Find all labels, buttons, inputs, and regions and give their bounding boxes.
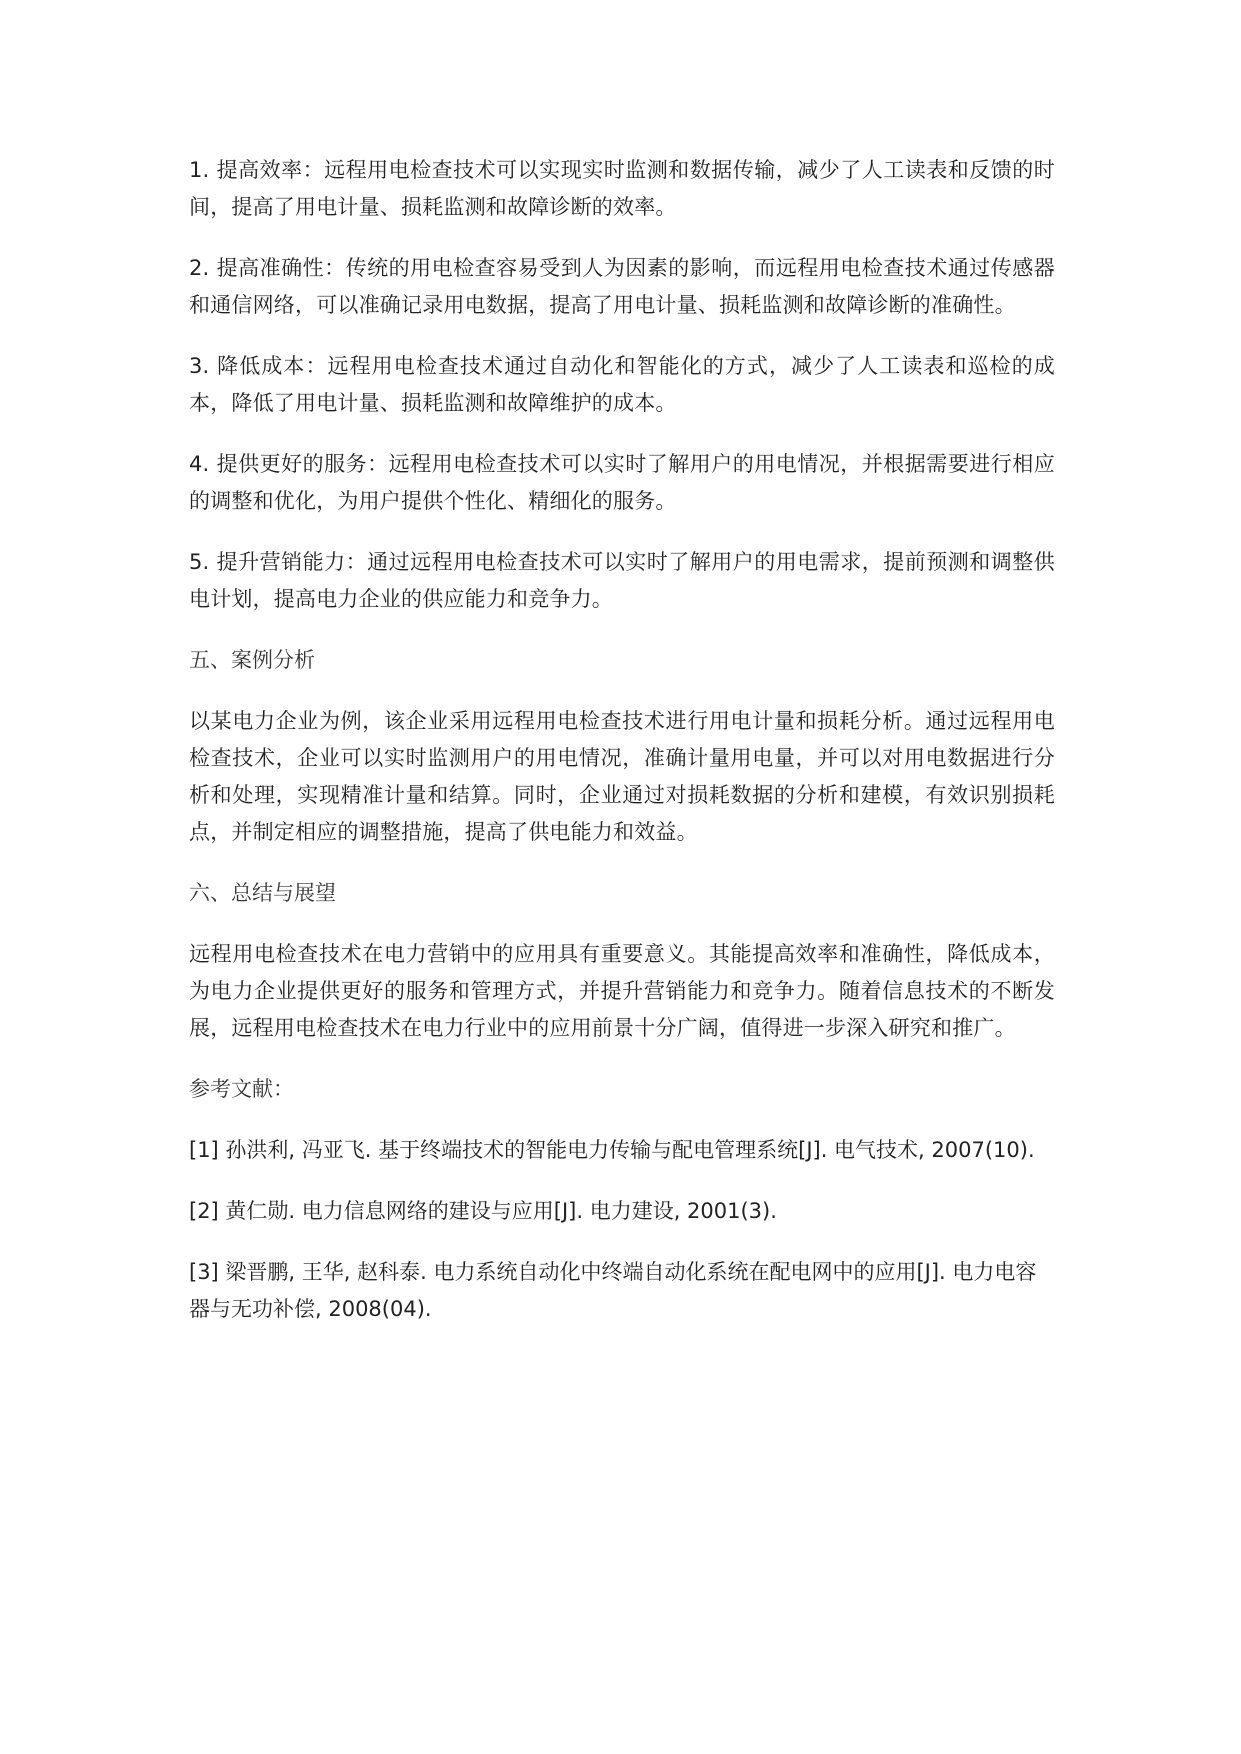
benefit-paragraph-5: 5. 提升营销能力：通过远程用电检查技术可以实时了解用户的用电需求，提前预测和调整供电计划，提高电力企业的供应能力和竞争力。: [189, 550, 1055, 611]
summary-heading: 六、总结与展望: [189, 881, 336, 905]
reference-item-3: [3] 梁晋鹏, 王华, 赵科泰. 电力系统自动化中终端自动化系统在配电网中的应用[J]. 电力电容器与无功补偿, 2008(04).: [189, 1260, 1037, 1321]
reference-item-1: [1] 孙洪利, 冯亚飞. 基于终端技术的智能电力传输与配电管理系统[J]. 电气技术, 2007(10).: [189, 1138, 1035, 1162]
references-heading: 参考文献：: [189, 1077, 294, 1101]
benefit-paragraph-2: 2. 提高准确性：传统的用电检查容易受到人为因素的影响，而远程用电检查技术通过传感器和通信网络，可以准确记录用电数据，提高了用电计量、损耗监测和故障诊断的准确性。: [189, 256, 1055, 317]
benefit-paragraph-1: 1. 提高效率：远程用电检查技术可以实现实时监测和数据传输，减少了人工读表和反馈的时间，提高了用电计量、损耗监测和故障诊断的效率。: [189, 158, 1055, 219]
case-analysis-heading: 五、案例分析: [189, 648, 315, 672]
benefit-paragraph-4: 4. 提供更好的服务：远程用电检查技术可以实时了解用户的用电情况，并根据需要进行相应的调整和优化，为用户提供个性化、精细化的服务。: [189, 452, 1055, 513]
benefit-paragraph-3: 3. 降低成本：远程用电检查技术通过自动化和智能化的方式，减少了人工读表和巡检的成本，降低了用电计量、损耗监测和故障维护的成本。: [189, 354, 1055, 415]
document-body: [189, 152, 1055, 1352]
case-analysis-paragraph: 以某电力企业为例，该企业采用远程用电检查技术进行用电计量和损耗分析。通过远程用电检查技术，企业可以实时监测用户的用电情况，准确计量用电量，并可以对用电数据进行分析和处理，实现精准计量和结算。同时，企业通过对损耗数据的分析和建模，有效识别损耗点，并制定相应的调整措施，提高了供电能力和效益。: [189, 709, 1055, 844]
summary-paragraph: 远程用电检查技术在电力营销中的应用具有重要意义。其能提高效率和准确性，降低成本，为电力企业提供更好的服务和管理方式，并提升营销能力和竞争力。随着信息技术的不断发展，远程用电检查技术在电力行业中的应用前景十分广阔，值得进一步深入研究和推广。: [189, 942, 1055, 1040]
reference-item-2: [2] 黄仁勋. 电力信息网络的建设与应用[J]. 电力建设, 2001(3).: [189, 1199, 777, 1223]
